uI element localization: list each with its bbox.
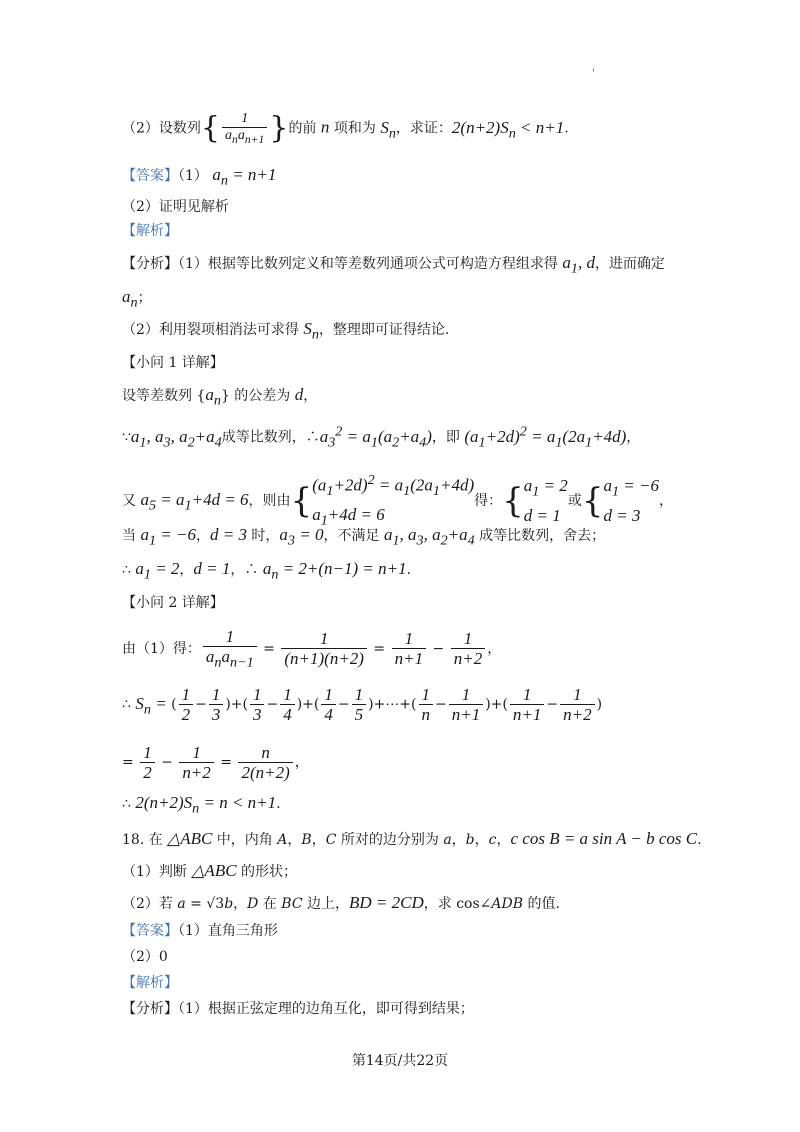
- subq2-sum: ∴ $S_n$ = ( $\frac{1}{2}$ − $\frac{1}{3}$ )+( $\frac{1}{3}$ − $\frac{1}{4}$ )+( $\frac{1}{4}$ − $\frac{1}{5}$ )+⋯+( $\frac{1}{n}$ − $\frac{1}{n+1}$ )+( $\frac{1}{n+1}$ − $\frac{1}{n+2}$ ): [122, 685, 603, 724]
- scan-dot: ': [592, 68, 595, 79]
- subq1-line5: ∴ $a_1 = 2$，d = 1，∴ $a_n = 2+(n-1) = n+1$.: [122, 559, 412, 583]
- answer-18-part2: （2）0: [122, 949, 168, 965]
- answer-part2: （2）证明见解析: [122, 199, 229, 215]
- subq2-line1: 由（1）得： $\frac{1}{a_na_{n-1}}$ = $\frac{1}{(n+1)(n+2)}$ = $\frac{1}{n+1}$ − $\frac{1}{n+2}$ ，: [122, 627, 502, 671]
- jiexi-heading: 【解析】: [122, 223, 178, 239]
- analysis-line: 【分析】（1）根据等比数列定义和等差数列通项公式可构造方程组求得 $a_1$, d，进而确定: [122, 253, 665, 277]
- page-footer: 第14页/共22页: [351, 1053, 449, 1069]
- subq1-line4: 当 $a_1 = -6$，d = 3 时，$a_3 = 0$，不满足 $a_1$, $a_3$, $a_2+a_4$ 成等比数列，舍去；: [122, 525, 606, 549]
- problem-18: 18. 在 △ABC 中，内角 A，B，C 所对的边分别为 a，b，c，c cos B = a sin A − b cos C.: [122, 829, 702, 848]
- subq2-heading: 【小问 2 详解】: [122, 595, 224, 611]
- jiexi-18-heading: 【解析】: [122, 975, 178, 991]
- analysis-18: 【分析】（1）根据正弦定理的边角互化，即可得到结果；: [122, 1001, 474, 1017]
- analysis-line2: （2）利用裂项相消法可求得 $S_n$，整理即可证得结论.: [122, 319, 450, 343]
- subq1-heading: 【小问 1 详解】: [122, 355, 224, 371]
- subq1-line1: 设等差数列 $\{a_n\}$ 的公差为 d，: [122, 385, 318, 409]
- part2-problem: （2）设数列{ $\frac{1}{a_na_{n+1}}$ }的前 n 项和为 $S_n$，求证：$2(n+2)S_n < n+1$.: [122, 110, 569, 146]
- problem-18-part1: （1）判断 △ABC 的形状；: [122, 861, 297, 880]
- subq1-system: 又 $a_5 = a_1+4d = 6$，则由{$(a_1+2d)^2 = a_1(2a_1+4d)$ $a_1+4d = 6$得：{$a_1 = 2$ d = 1或{$a_1 = -6$ d = 3，: [122, 472, 673, 529]
- answer-line: 【答案】（1） $a_n = n+1$: [122, 165, 277, 189]
- problem-18-part2: （2）若 a = √3b，D 在 BC 边上，BD = 2CD，求 cos∠ADB 的值.: [122, 893, 560, 912]
- subq1-line2: $\because a_1$, $a_3$, $a_2+a_4$成等比数列，$\therefore a_3^2 = a_1(a_2+a_4)$，即 $(a_1+2d)^2 = a_1(2a_1+4d)$，: [122, 423, 641, 451]
- analysis-line-cont: $a_n$；: [122, 287, 152, 311]
- subq2-result: = $\frac{1}{2}$ − $\frac{1}{n+2}$ = $\frac{n}{2(n+2)}$ ，: [122, 743, 309, 782]
- answer-18: 【答案】（1）直角三角形: [122, 923, 278, 939]
- subq2-conclusion: ∴ $2(n+2)S_n = n < n+1$.: [122, 793, 281, 817]
